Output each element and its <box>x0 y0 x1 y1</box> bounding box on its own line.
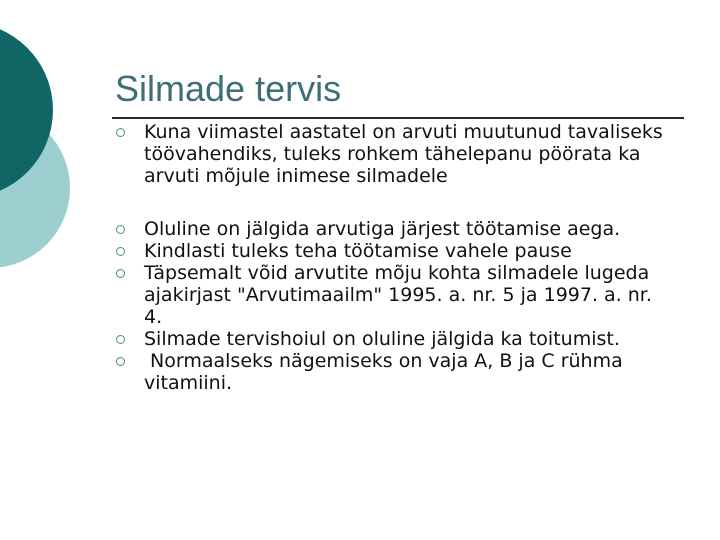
page-title: Silmade tervis <box>115 68 342 109</box>
list-item <box>112 121 672 187</box>
list-item <box>112 328 672 350</box>
bullet-text: Kindlasti tuleks teha töötamise vahele pause <box>144 240 572 262</box>
list-item <box>112 240 672 262</box>
bullet-text: Normaalseks nägemiseks on vaja A, B ja C rühma vitamiini. <box>144 350 629 394</box>
title-underline <box>112 117 684 119</box>
list-item <box>112 350 672 394</box>
list-item <box>112 262 672 328</box>
hollow-circle-bullet-icon <box>116 357 125 366</box>
bullet-text: Oluline on jälgida arvutiga järjest töötamise aega. <box>144 218 621 240</box>
bullet-text: Täpsemalt võid arvutite mõju kohta silmadele lugeda ajakirjast "Arvutimaailm" 1995. a. nr. 5 ja 1997. a. nr. 4. <box>144 262 658 328</box>
hollow-circle-bullet-icon <box>116 128 125 137</box>
bullet-list <box>112 121 672 394</box>
hollow-circle-bullet-icon <box>116 225 125 234</box>
decorative-circles <box>0 0 80 300</box>
hollow-circle-bullet-icon <box>116 335 125 344</box>
bullet-text: Kuna viimastel aastatel on arvuti muutunud tavaliseks töövahendiks, tuleks rohkem tähelepanu pöörata ka arvuti mõjule inimese silmadele <box>144 121 669 187</box>
hollow-circle-bullet-icon <box>116 247 125 256</box>
list-item <box>112 218 672 240</box>
hollow-circle-bullet-icon <box>116 269 125 278</box>
bullet-text: Silmade tervishoiul on oluline jälgida ka toitumist. <box>144 328 620 350</box>
